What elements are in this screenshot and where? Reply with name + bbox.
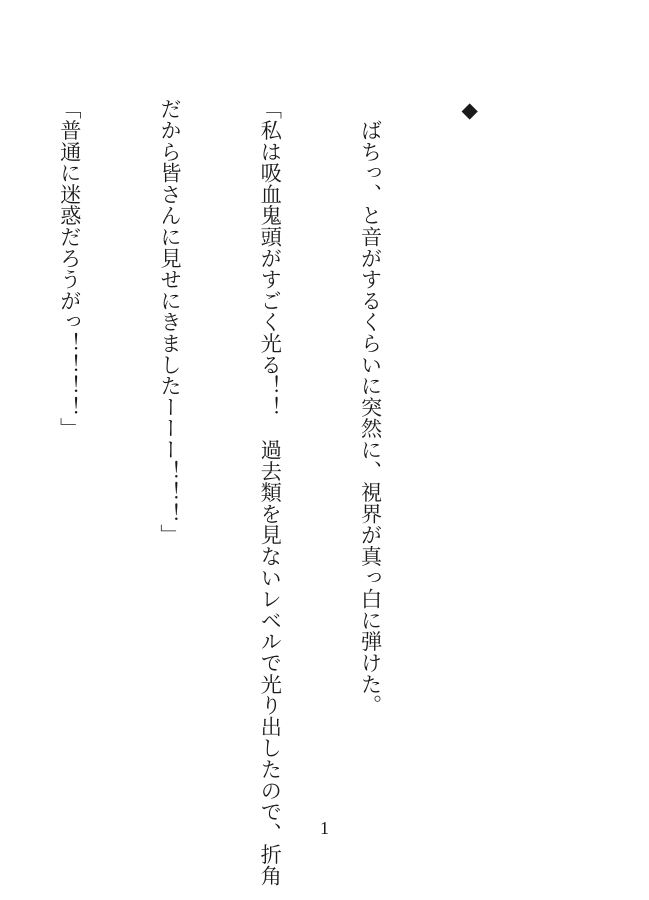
page-number: 1 <box>320 818 329 838</box>
text-line: 「普通に迷惑だろうがっ！！！！」 <box>56 98 82 439</box>
section-marker: ◆ <box>457 98 483 123</box>
vertical-text-block <box>0 98 553 887</box>
text-line: ばちっ、と音がするくらいに突然に、視界が真っ白に弾けた。 <box>356 98 382 716</box>
text-line: だから皆さんに見せにきましたーーー！！！」 <box>156 98 182 546</box>
text-line: 「私は吸血鬼頭がすごく光る！！ 過去類を見ないレベルで光り出したので、折角 <box>256 98 282 887</box>
